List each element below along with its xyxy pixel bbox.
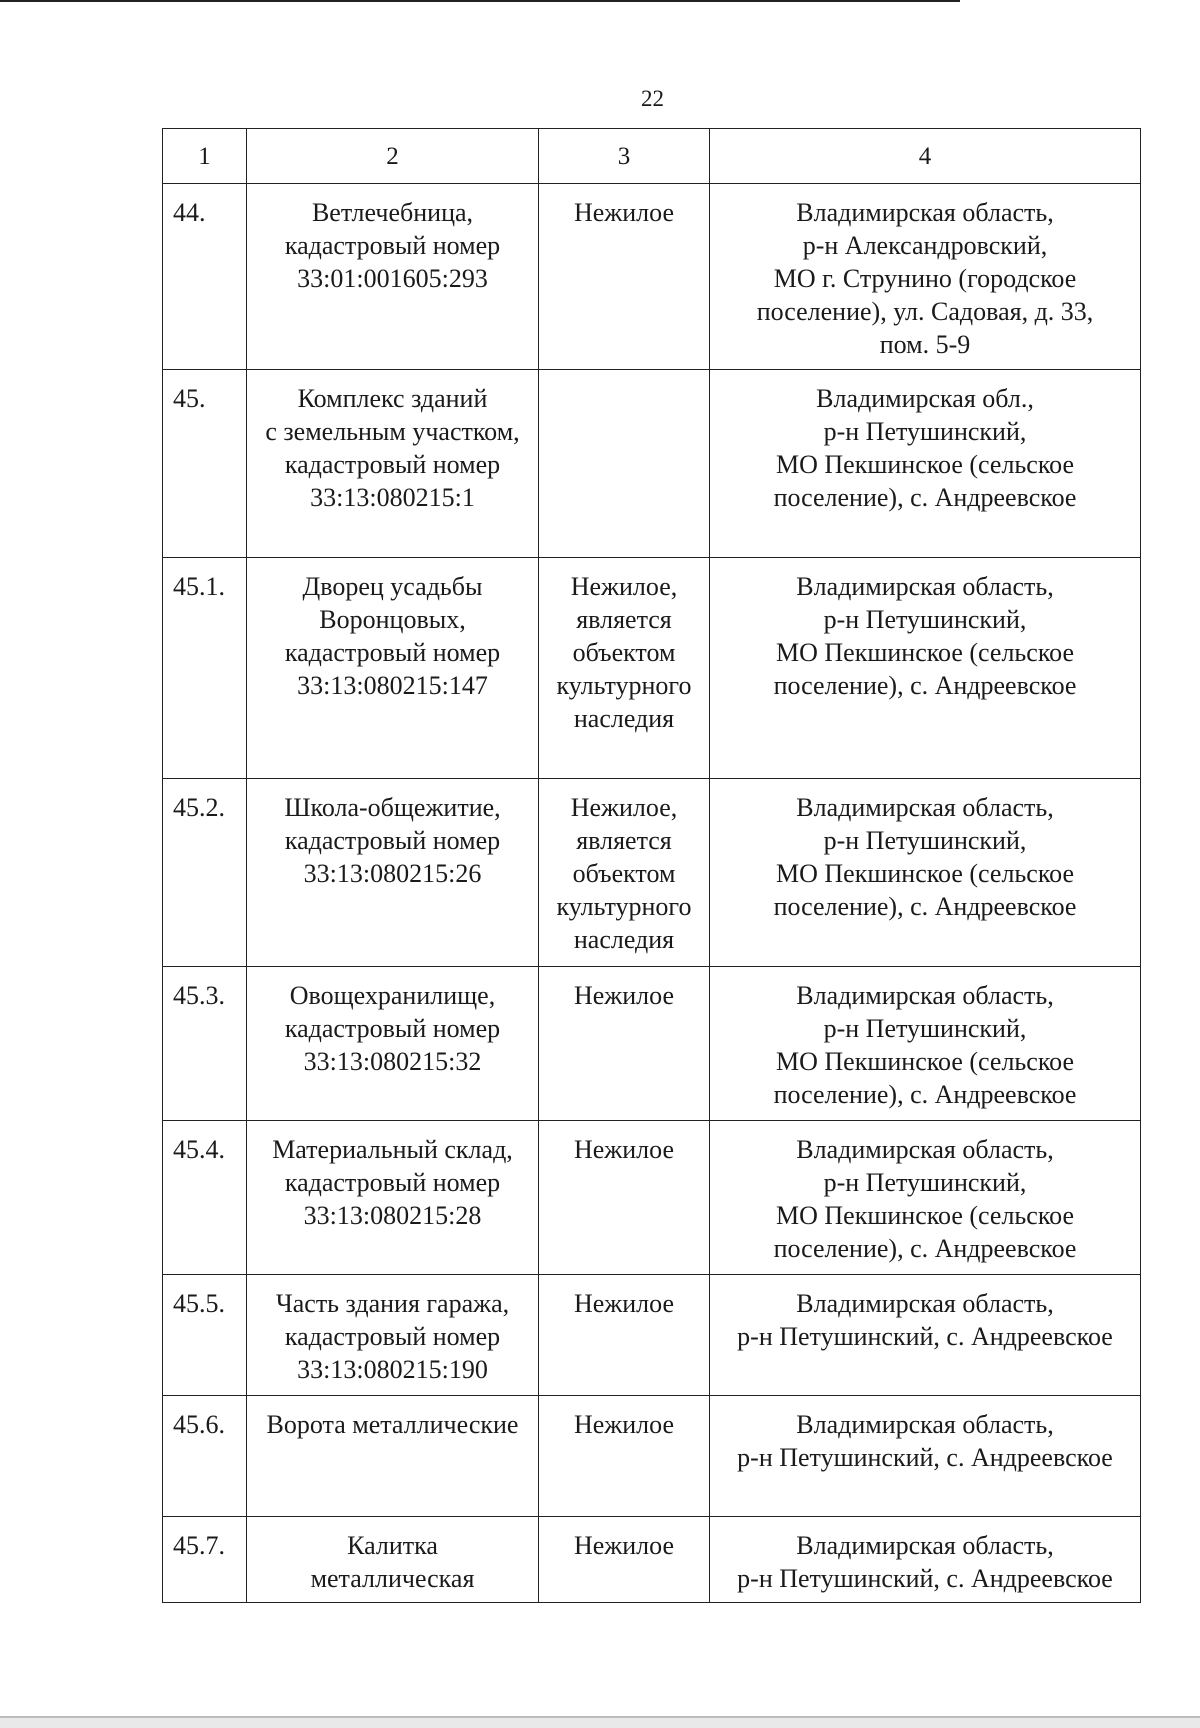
object-type-line: Нежилое [573,1531,675,1560]
address-line: поселение), ул. Садовая, д. 33, [756,297,1094,326]
header-cell-4: 4 [710,129,1141,184]
table-row [163,558,1141,779]
row-number-cell: 45.5. [163,1275,247,1396]
object-name-line: Ветлечебница, [311,198,474,227]
address-line: Владимирская область, [796,1289,1054,1318]
row-number-cell: 45. [163,370,247,558]
object-type-line: Нежилое [573,1135,675,1164]
address-cell [710,779,1141,967]
table-row [163,184,1141,370]
address-line: поселение), с. Андреевское [773,1234,1077,1263]
object-type-cell [539,1396,710,1517]
address-cell [710,1517,1141,1603]
object-type-line: Нежилое [573,198,675,227]
address-line: р-н Петушинский, [823,605,1027,634]
object-name-line: кадастровый номер [284,638,501,667]
object-name-line: металлическая [310,1564,475,1593]
object-name-line: кадастровый номер [284,1014,501,1043]
object-name-line: 33:13:080215:147 [297,671,488,700]
address-line: Владимирская область, [796,572,1054,601]
object-name-line: кадастровый номер [284,231,501,260]
object-name-line: Дворец усадьбы [302,572,483,601]
object-type-cell [539,1121,710,1275]
object-type-line: Нежилое, [570,572,678,601]
address-cell [710,370,1141,558]
table-row [163,1121,1141,1275]
address-line: р-н Петушинский, [823,826,1027,855]
object-type-cell [539,184,710,370]
row-number-cell: 44. [163,184,247,370]
object-type-line: объектом [572,638,676,667]
address-line: пом. 5-9 [879,330,971,359]
table-row [163,1275,1141,1396]
address-cell [710,1121,1141,1275]
row-number-cell: 45.4. [163,1121,247,1275]
object-name-cell [247,967,539,1121]
header-cell-2: 2 [247,129,539,184]
object-name-line: 33:13:080215:28 [303,1201,482,1230]
object-name-cell [247,1121,539,1275]
object-type-line: Нежилое [573,1289,675,1318]
address-line: МО Пекшинское (сельское [776,1201,1074,1230]
object-name-line: Часть здания гаража, [275,1289,510,1318]
address-line: р-н Петушинский, с. Андреевское [737,1564,1113,1593]
address-line: р-н Петушинский, [823,1168,1027,1197]
object-name-line: 33:13:080215:26 [303,859,482,888]
table-row [163,779,1141,967]
page-number: 22 [641,86,664,111]
object-name-line: с земельным участком, [265,417,520,446]
object-type-cell [539,967,710,1121]
object-type-line: Нежилое, [570,793,678,822]
table-body [163,184,1141,1603]
object-name-line: 33:13:080215:32 [303,1047,482,1076]
object-name-line: кадастровый номер [284,826,501,855]
object-name-cell [247,1517,539,1603]
object-type-line: наследия [573,925,675,954]
object-type-line: является [576,826,672,855]
object-type-cell [539,558,710,779]
object-type-line: наследия [573,704,675,733]
object-name-cell [247,779,539,967]
address-line: р-н Петушинский, с. Андреевское [737,1443,1113,1472]
address-line: р-н Петушинский, [823,417,1027,446]
object-type-cell [539,1275,710,1396]
object-name-line: кадастровый номер [284,450,501,479]
object-name-line: Овощехранилище, [289,981,496,1010]
address-line: МО Пекшинское (сельское [776,859,1074,888]
object-name-line: кадастровый номер [284,1322,501,1351]
object-name-line: 33:13:080215:190 [297,1355,488,1384]
address-line: р-н Петушинский, [823,1014,1027,1043]
address-line: Владимирская область, [796,198,1054,227]
address-line: Владимирская область, [796,1531,1054,1560]
address-line: МО Пекшинское (сельское [776,1047,1074,1076]
header-cell-1: 1 [163,129,247,184]
address-line: Владимирская область, [796,793,1054,822]
table-row [163,967,1141,1121]
table-header-row [163,129,1141,184]
address-line: Владимирская область, [796,1135,1054,1164]
object-name-line: кадастровый номер [284,1168,501,1197]
address-cell [710,1396,1141,1517]
scan-edge-bottom [0,1718,1200,1728]
address-cell [710,558,1141,779]
row-number-cell: 45.2. [163,779,247,967]
object-type-line: Нежилое [573,981,675,1010]
table-row [163,370,1141,558]
address-line: МО Пекшинское (сельское [776,450,1074,479]
address-line: поселение), с. Андреевское [773,483,1077,512]
address-line: поселение), с. Андреевское [773,671,1077,700]
row-number-cell: 45.7. [163,1517,247,1603]
object-name-cell [247,184,539,370]
object-type-line: является [576,605,672,634]
property-table [162,128,1141,1603]
object-name-line: Калитка [347,1531,438,1560]
object-name-cell [247,1396,539,1517]
table-row [163,1396,1141,1517]
object-type-cell [539,1517,710,1603]
address-line: поселение), с. Андреевское [773,1080,1077,1109]
address-line: Владимирская обл., [816,384,1034,413]
object-type-line: культурного [556,892,692,921]
address-line: Владимирская область, [796,981,1054,1010]
header-cell-3: 3 [539,129,710,184]
table-row [163,1517,1141,1603]
address-line: поселение), с. Андреевское [773,892,1077,921]
address-cell [710,967,1141,1121]
object-name-line: Материальный склад, [272,1135,513,1164]
address-cell [710,184,1141,370]
address-line: МО г. Струнино (городское [773,264,1077,293]
object-type-line: культурного [556,671,692,700]
row-number-cell: 45.6. [163,1396,247,1517]
object-name-line: 33:13:080215:1 [310,483,475,512]
object-type-line: Нежилое [573,1410,675,1439]
object-name-line: Воронцовых, [319,605,466,634]
object-name-line: Ворота металлические [266,1410,519,1439]
object-type-cell [539,370,710,558]
object-name-line: Школа-общежитие, [284,793,501,822]
row-number-cell: 45.1. [163,558,247,779]
address-line: МО Пекшинское (сельское [776,638,1074,667]
object-name-cell [247,370,539,558]
address-line: Владимирская область, [796,1410,1054,1439]
address-cell [710,1275,1141,1396]
object-type-cell [539,779,710,967]
address-line: р-н Александровский, [802,231,1048,260]
scan-edge-top [0,0,960,2]
object-name-line: Комплекс зданий [297,384,488,413]
object-name-line: 33:01:001605:293 [297,264,488,293]
object-name-cell [247,1275,539,1396]
object-name-cell [247,558,539,779]
row-number-cell: 45.3. [163,967,247,1121]
address-line: р-н Петушинский, с. Андреевское [737,1322,1113,1351]
object-type-line: объектом [572,859,676,888]
